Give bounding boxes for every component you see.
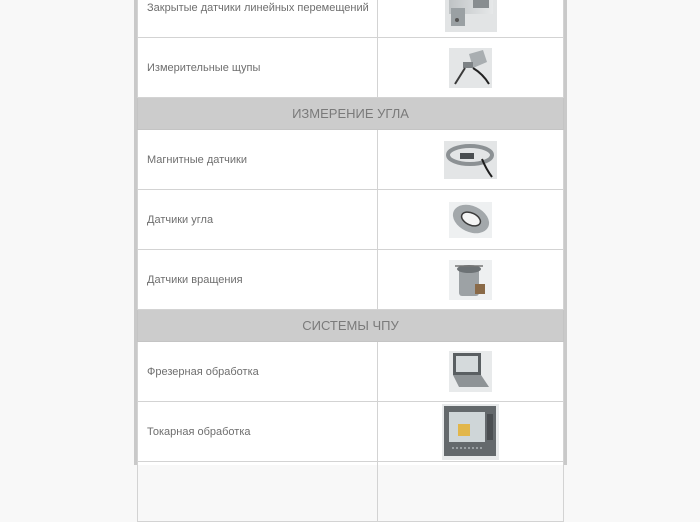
table-row[interactable] [138,190,564,250]
section-header [138,310,564,342]
table-row[interactable] [138,462,564,522]
row-label[interactable]: Фрезерная обработка [138,342,378,402]
milling-cnc-control-image[interactable] [449,351,492,392]
turning-cnc-control-image[interactable] [442,404,499,460]
section-title: ИЗМЕРЕНИЕ УГЛА [138,98,564,130]
touch-probe-image[interactable] [449,48,492,88]
table-row[interactable] [138,402,564,462]
table-row[interactable] [138,250,564,310]
row-label[interactable]: Датчики вращения [138,250,378,310]
row-label[interactable]: Датчики угла [138,190,378,250]
table-row[interactable] [138,38,564,98]
table-row[interactable] [138,0,564,38]
linear-encoder-image[interactable] [445,0,497,32]
table-row[interactable] [138,130,564,190]
row-label[interactable]: Измерительные щупы [138,38,378,98]
table-row[interactable] [138,342,564,402]
magnetic-ring-encoder-image[interactable] [444,141,497,179]
section-title: СИСТЕМЫ ЧПУ [138,310,564,342]
row-label[interactable]: Закрытые датчики линейных перемещений [138,0,378,38]
product-catalog-page [134,0,567,465]
row-label[interactable]: Магнитные датчики [138,130,378,190]
section-header [138,98,564,130]
rotary-encoder-image[interactable] [449,260,492,300]
product-table [137,0,564,522]
angle-encoder-image[interactable] [449,202,492,238]
row-label[interactable]: Токарная обработка [138,402,378,462]
